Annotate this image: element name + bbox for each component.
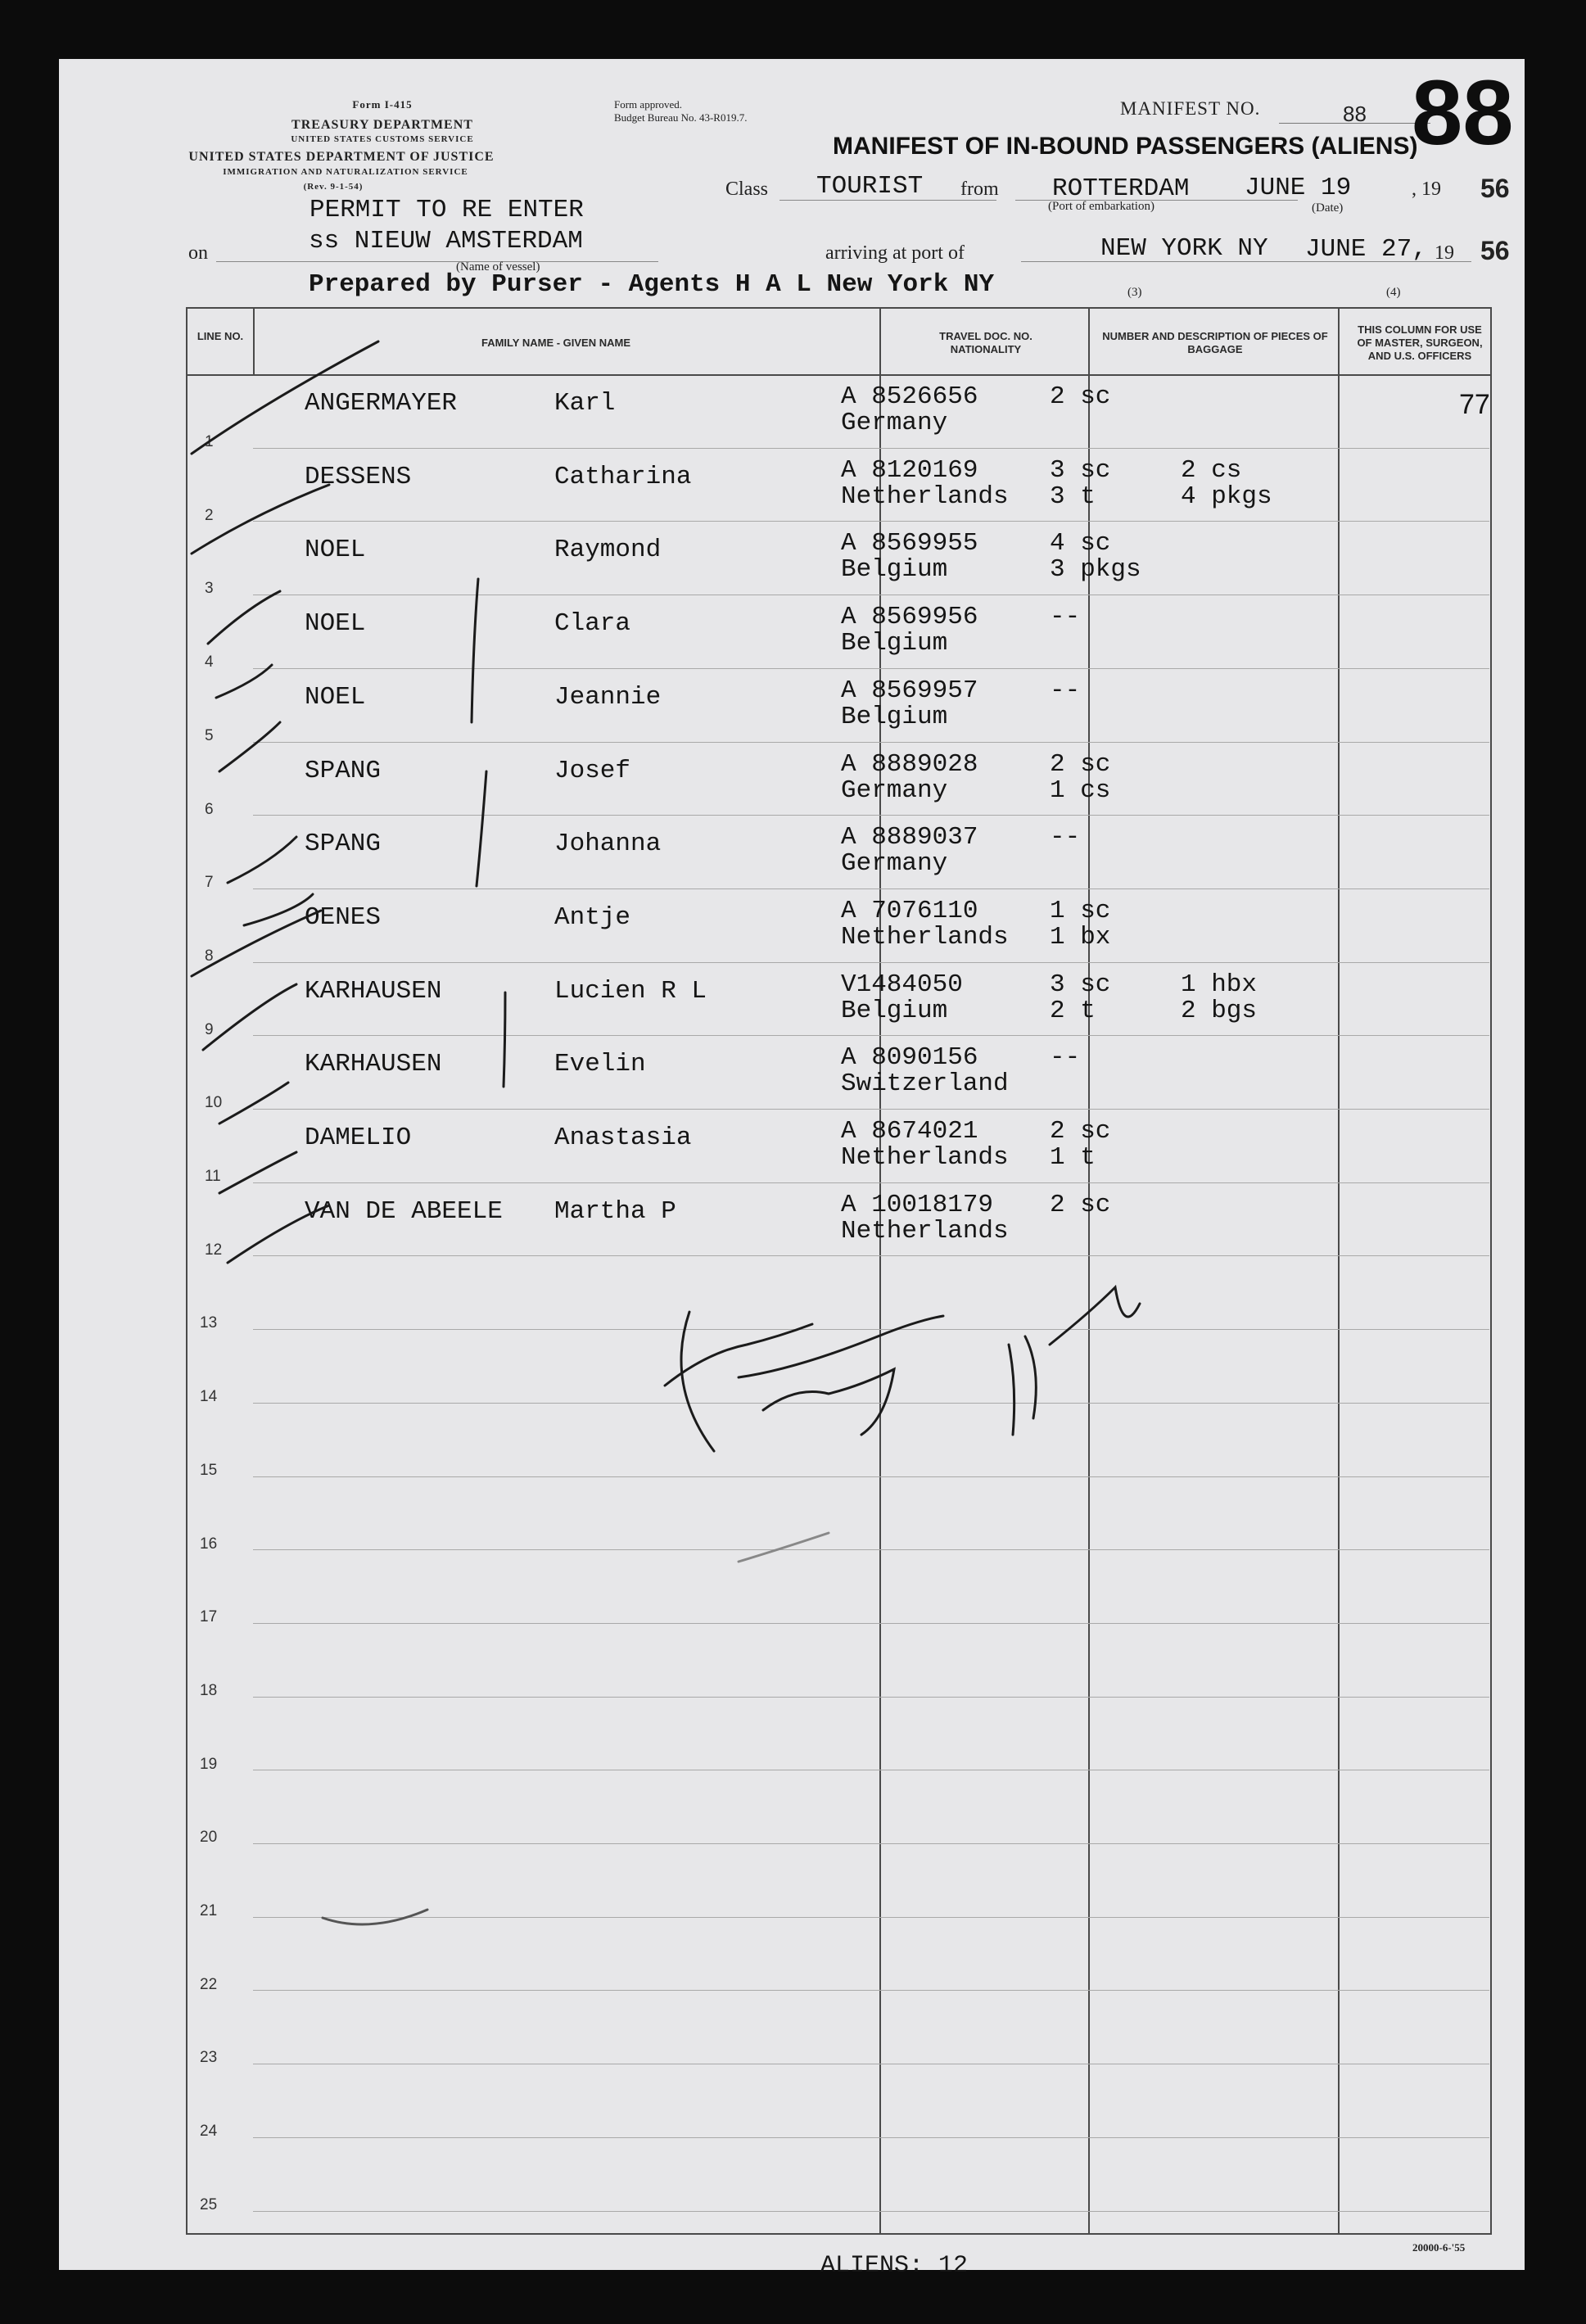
family-name: KARHAUSEN	[305, 1050, 442, 1078]
baggage-2: 2 cs	[1181, 456, 1242, 485]
column-4-marker: (4)	[1386, 286, 1401, 299]
nationality: Germany	[841, 776, 948, 805]
travel-doc-number: A 8120169	[841, 456, 978, 485]
travel-doc-number: A 8569957	[841, 676, 978, 705]
treasury-department: TREASURY DEPARTMENT	[291, 118, 473, 132]
prepared-by: Prepared by Purser - Agents H A L New York NY	[309, 270, 995, 299]
check-mark	[228, 1205, 329, 1263]
nationality: Netherlands	[841, 1217, 1009, 1246]
family-name: DESSENS	[305, 463, 412, 491]
travel-doc-number: A 10018179	[841, 1191, 994, 1219]
family-name: NOEL	[305, 683, 366, 712]
check-mark	[219, 1152, 296, 1193]
baggage-1: 1 sc	[1050, 897, 1111, 925]
embarkation-port: ROTTERDAM	[1052, 174, 1190, 203]
check-mark	[192, 485, 329, 554]
given-name: Antje	[554, 903, 631, 932]
line-number: 15	[200, 1462, 218, 1479]
check-mark	[192, 341, 378, 454]
manifest-title: MANIFEST OF IN-BOUND PASSENGERS (ALIENS)	[833, 133, 1418, 160]
travel-doc-number: A 8889037	[841, 823, 978, 852]
family-name: SPANG	[305, 830, 382, 858]
check-mark	[216, 665, 272, 698]
year-prefix: , 19	[1412, 179, 1441, 200]
customs-service: UNITED STATES CUSTOMS SERVICE	[291, 134, 474, 144]
nationality: Belgium	[841, 555, 948, 584]
given-name: Lucien R L	[554, 977, 707, 1006]
column-3-marker: (3)	[1127, 286, 1142, 299]
manifest-number: 88	[1343, 102, 1367, 126]
check-mark	[219, 722, 280, 771]
baggage-1: 2 sc	[1050, 382, 1111, 411]
aliens-total: ALIENS: 12	[820, 2252, 969, 2280]
baggage-1: --	[1050, 1043, 1081, 1072]
line-number: 10	[205, 1094, 223, 1111]
baggage-3: 1 t	[1050, 1143, 1096, 1172]
vessel-caption: (Name of vessel)	[456, 260, 540, 274]
line-number: 11	[205, 1168, 221, 1185]
officer-initials	[1009, 1287, 1140, 1435]
nationality: Germany	[841, 409, 948, 437]
given-name: Josef	[554, 757, 631, 785]
baggage-4: 4 pkgs	[1181, 482, 1272, 511]
nationality: Netherlands	[841, 923, 1009, 952]
arrival-port: NEW YORK NY	[1100, 234, 1268, 263]
handwritten-marks	[59, 59, 1525, 2270]
given-name: Jeannie	[554, 683, 662, 712]
given-name: Anastasia	[554, 1124, 692, 1152]
line-number: 18	[200, 1682, 218, 1699]
travel-doc-number: A 8569955	[841, 529, 978, 558]
line-number: 25	[200, 2196, 218, 2213]
footer-code: 20000-6-'55	[1412, 2241, 1466, 2254]
given-name: Raymond	[554, 536, 662, 564]
arrival-date: JUNE 27,	[1305, 235, 1427, 264]
baggage-1: --	[1050, 823, 1081, 852]
line-number: 16	[200, 1535, 218, 1553]
nationality: Switzerland	[841, 1069, 1009, 1098]
class-value: TOURIST	[816, 172, 924, 201]
line-number: 24	[200, 2123, 218, 2140]
baggage-2: 1 hbx	[1181, 970, 1258, 999]
check-mark	[208, 591, 280, 644]
baggage-3: 2 t	[1050, 997, 1096, 1025]
date-caption: (Date)	[1312, 201, 1344, 215]
line-number: 6	[205, 801, 214, 818]
line-number: 17	[200, 1608, 218, 1625]
nationality: Netherlands	[841, 1143, 1009, 1172]
family-name: ANGERMAYER	[305, 389, 458, 418]
line-number: 5	[205, 727, 214, 744]
header-baggage: NUMBER AND DESCRIPTION OF PIECES OF BAGGAGE	[1102, 330, 1328, 355]
given-name: Catharina	[554, 463, 692, 491]
family-name: SPANG	[305, 757, 382, 785]
officer-note: 77	[1459, 389, 1490, 420]
line-number: 9	[205, 1021, 214, 1038]
family-name: NOEL	[305, 609, 366, 638]
check-mark	[244, 894, 313, 925]
nationality: Belgium	[841, 997, 948, 1025]
travel-doc-number: A 8526656	[841, 382, 978, 411]
nationality: Netherlands	[841, 482, 1009, 511]
from-label: from	[960, 179, 999, 200]
arriving-label: arriving at port of	[825, 242, 965, 264]
form-number: Form I-415	[352, 98, 413, 111]
line-number: 8	[205, 947, 214, 965]
given-name: Clara	[554, 609, 631, 638]
travel-doc-number: A 7076110	[841, 897, 978, 925]
stray-mark	[323, 1910, 427, 1924]
travel-doc-number: A 8889028	[841, 750, 978, 779]
check-mark	[203, 984, 296, 1050]
immigration-service: IMMIGRATION AND NATURALIZATION SERVICE	[223, 167, 468, 177]
departure-date: JUNE 19	[1245, 174, 1352, 202]
revision-date: (Rev. 9-1-54)	[303, 182, 364, 192]
line-number: 12	[205, 1241, 223, 1259]
family-bracket	[472, 579, 478, 722]
port-caption: (Port of embarkation)	[1048, 200, 1154, 213]
family-name: OENES	[305, 903, 382, 932]
family-bracket	[477, 771, 486, 886]
line-number: 22	[200, 1976, 218, 1993]
baggage-1: 3 sc	[1050, 970, 1111, 999]
arrival-year-prefix: 19	[1435, 242, 1454, 264]
family-name: VAN DE ABEELE	[305, 1197, 503, 1226]
manifest-page	[59, 59, 1525, 2280]
line-number: 4	[205, 653, 214, 671]
line-number: 1	[205, 433, 214, 450]
given-name: Johanna	[554, 830, 662, 858]
line-number: 19	[200, 1756, 218, 1773]
budget-bureau: Budget Bureau No. 43-R019.7.	[614, 111, 748, 124]
line-number: 13	[200, 1314, 218, 1332]
line-number: 2	[205, 507, 214, 524]
officer-signature	[665, 1312, 943, 1451]
travel-doc-number: V1484050	[841, 970, 963, 999]
line-number: 3	[205, 580, 214, 597]
header-line-no: LINE NO.	[197, 330, 244, 342]
baggage-1: 3 sc	[1050, 456, 1111, 485]
departure-year: 56	[1480, 174, 1510, 203]
check-mark	[219, 1083, 288, 1124]
travel-doc-number: A 8569956	[841, 603, 978, 631]
baggage-1: --	[1050, 603, 1081, 631]
family-name: KARHAUSEN	[305, 977, 442, 1006]
family-name: NOEL	[305, 536, 366, 564]
baggage-1: 2 sc	[1050, 1117, 1111, 1146]
manifest-number-label: MANIFEST NO.	[1120, 98, 1261, 119]
travel-doc-number: A 8090156	[841, 1043, 978, 1072]
baggage-1: 2 sc	[1050, 1191, 1111, 1219]
given-name: Karl	[554, 389, 616, 418]
line-number: 20	[200, 1829, 218, 1846]
line-number: 14	[200, 1388, 218, 1405]
nationality: Belgium	[841, 703, 948, 731]
baggage-3: 3 pkgs	[1050, 555, 1141, 584]
given-name: Evelin	[554, 1050, 646, 1078]
baggage-3: 1 cs	[1050, 776, 1111, 805]
baggage-1: 4 sc	[1050, 529, 1111, 558]
manifest-number-stamp: 88	[1412, 61, 1514, 164]
arrival-year: 56	[1480, 236, 1510, 265]
stray-mark	[739, 1533, 829, 1562]
family-name: DAMELIO	[305, 1124, 412, 1152]
baggage-4: 2 bgs	[1181, 997, 1258, 1025]
travel-doc-number: A 8674021	[841, 1117, 978, 1146]
class-label: Class	[725, 179, 769, 200]
nationality: Germany	[841, 849, 948, 878]
vessel-name: ss NIEUW AMSTERDAM	[309, 227, 583, 255]
permit-note: PERMIT TO RE ENTER	[310, 196, 584, 224]
nationality: Belgium	[841, 629, 948, 658]
line-number: 7	[205, 874, 214, 891]
header-family-given-name: FAMILY NAME - GIVEN NAME	[481, 337, 631, 349]
on-label: on	[188, 242, 208, 264]
baggage-3: 1 bx	[1050, 923, 1111, 952]
check-mark	[228, 837, 296, 883]
header-travel-doc: TRAVEL DOC. NO. NATIONALITY	[939, 330, 1032, 355]
form-approved: Form approved.	[614, 98, 683, 111]
line-number: 23	[200, 2049, 218, 2066]
given-name: Martha P	[554, 1197, 676, 1226]
header-officers: THIS COLUMN FOR USE OF MASTER, SURGEON, AND U.S. OFFICERS	[1357, 323, 1483, 362]
line-number: 21	[200, 1902, 218, 1919]
family-bracket	[504, 992, 505, 1087]
baggage-1: 2 sc	[1050, 750, 1111, 779]
baggage-1: --	[1050, 676, 1081, 705]
baggage-3: 3 t	[1050, 482, 1096, 511]
department-of-justice: UNITED STATES DEPARTMENT OF JUSTICE	[188, 150, 495, 164]
